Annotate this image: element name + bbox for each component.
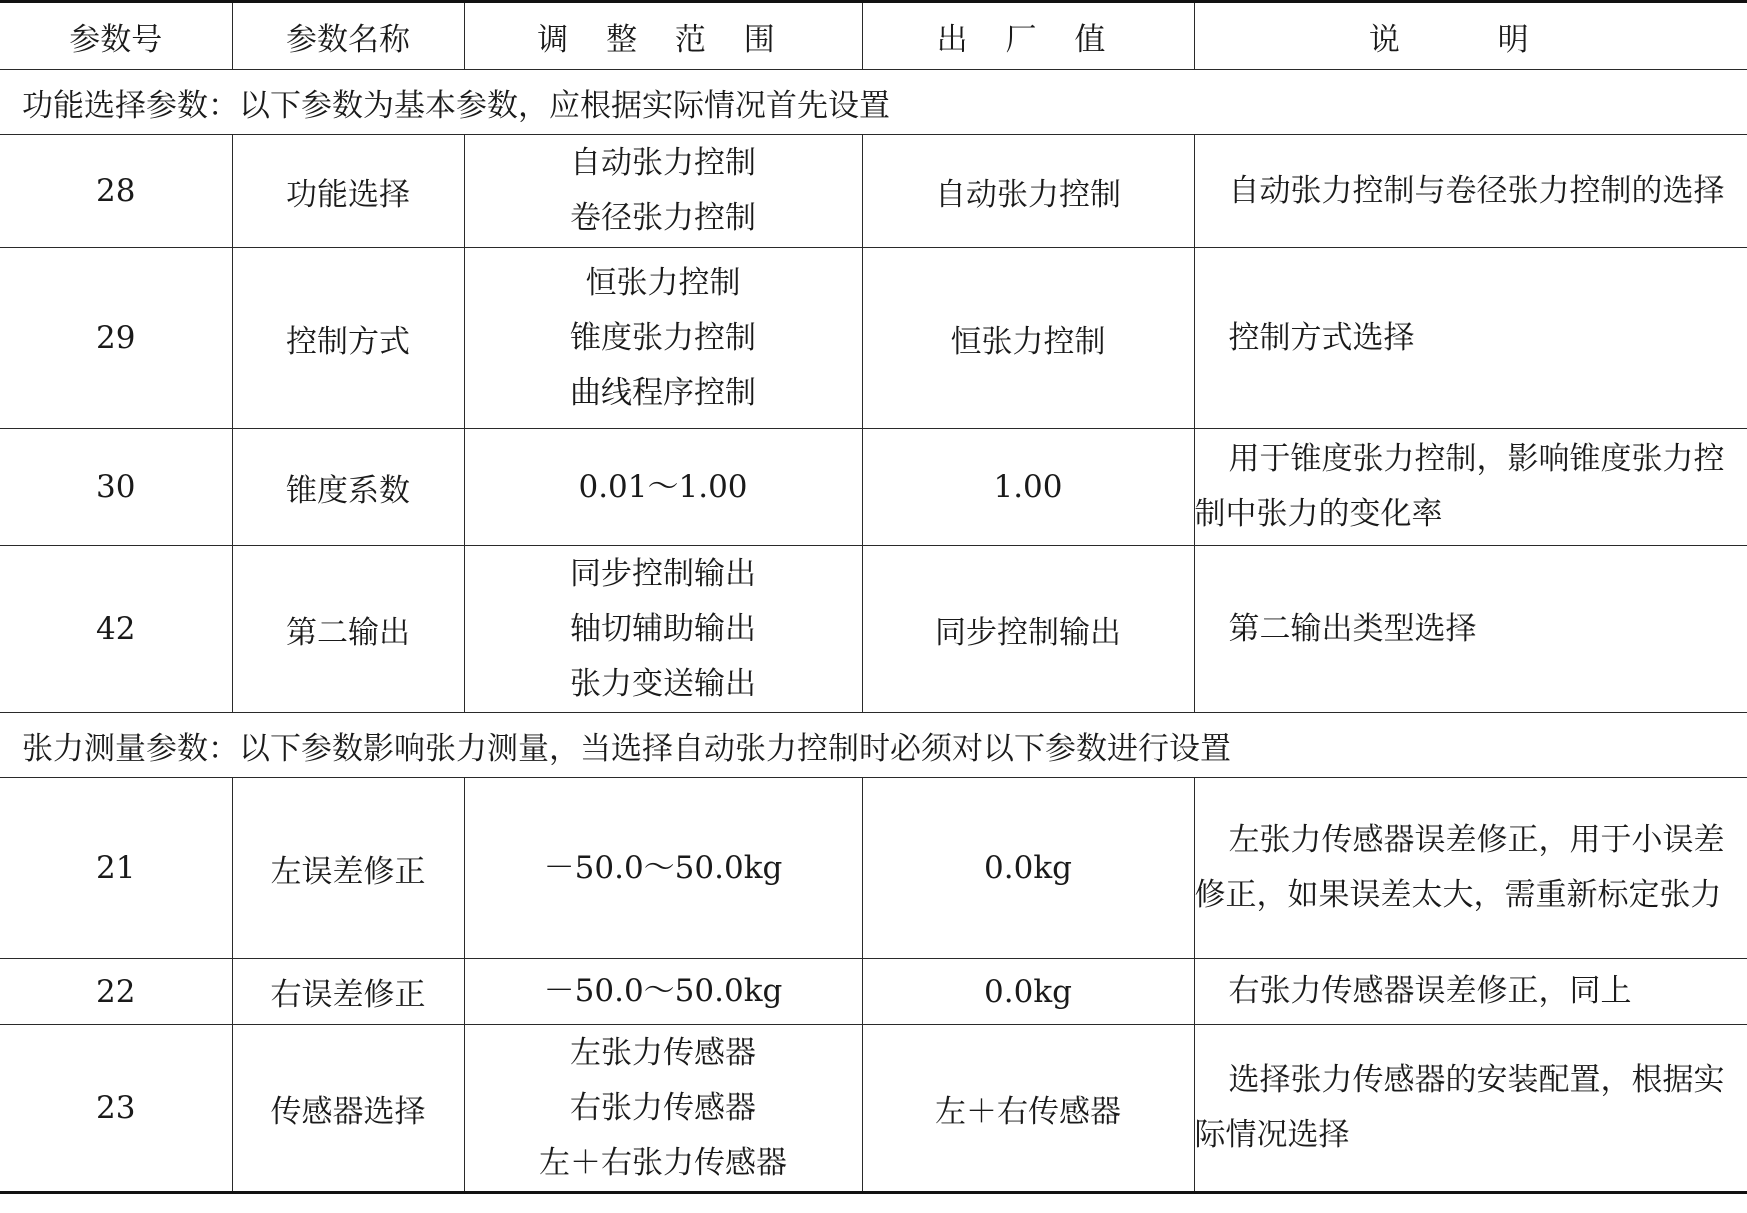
range-line: 自动张力控制 xyxy=(570,145,756,181)
table-row xyxy=(0,429,1747,546)
note-cell: 用于锥度张力控制，影响锥度张力控制中张力的变化率 xyxy=(1194,429,1747,546)
param-name-cell: 控制方式 xyxy=(232,248,464,429)
range-cell xyxy=(464,546,862,713)
param-no-cell: 21 xyxy=(0,778,232,959)
header-param-no: 参数号 xyxy=(0,2,232,70)
param-no-cell: 23 xyxy=(0,1025,232,1193)
note-cell: 左张力传感器误差修正，用于小误差修正，如果误差太大，需重新标定张力 xyxy=(1194,778,1747,959)
default-cell: 恒张力控制 xyxy=(862,248,1194,429)
range-line: 左＋右张力传感器 xyxy=(539,1144,787,1181)
default-cell: 左＋右传感器 xyxy=(862,1025,1194,1193)
range-cell xyxy=(464,959,862,1025)
table-header-row xyxy=(0,2,1747,70)
range-line: 卷径张力控制 xyxy=(570,200,756,236)
range-line: －50.0～50.0kg xyxy=(543,849,783,886)
range-line: 左张力传感器 xyxy=(570,1034,756,1071)
table-row xyxy=(0,778,1747,959)
range-line: 恒张力控制 xyxy=(585,264,741,301)
default-cell: 同步控制输出 xyxy=(862,546,1194,713)
section-title: 张力测量参数：以下参数影响张力测量，当选择自动张力控制时必须对以下参数进行设置 xyxy=(0,713,1747,778)
param-name-cell: 右误差修正 xyxy=(232,959,464,1025)
range-line: 0.01～1.00 xyxy=(578,468,748,505)
range-cell xyxy=(464,248,862,429)
note-cell: 控制方式选择 xyxy=(1194,248,1747,429)
note-cell: 第二输出类型选择 xyxy=(1194,546,1747,713)
section-row xyxy=(0,713,1747,778)
range-line: 轴切辅助输出 xyxy=(570,610,756,647)
table-row xyxy=(0,135,1747,248)
header-note: 说 明 xyxy=(1194,2,1747,70)
section-row xyxy=(0,70,1747,135)
param-no-cell: 42 xyxy=(0,546,232,713)
range-line: 曲线程序控制 xyxy=(570,374,756,411)
param-name-cell: 传感器选择 xyxy=(232,1025,464,1193)
table-row xyxy=(0,248,1747,429)
range-cell xyxy=(464,1025,862,1193)
range-line: －50.0～50.0kg xyxy=(543,973,783,1009)
header-param-name: 参数名称 xyxy=(232,2,464,70)
range-line: 张力变送输出 xyxy=(570,665,756,702)
note-cell: 选择张力传感器的安装配置，根据实际情况选择 xyxy=(1194,1025,1747,1193)
range-line: 同步控制输出 xyxy=(570,555,756,592)
param-name-cell: 功能选择 xyxy=(232,135,464,248)
range-cell xyxy=(464,135,862,248)
header-default: 出 厂 值 xyxy=(862,2,1194,70)
note-cell: 自动张力控制与卷径张力控制的选择 xyxy=(1194,135,1747,248)
header-range: 调 整 范 围 xyxy=(464,2,862,70)
default-cell: 1.00 xyxy=(862,429,1194,546)
table-row xyxy=(0,959,1747,1025)
range-line: 锥度张力控制 xyxy=(570,319,756,356)
default-cell: 0.0kg xyxy=(862,959,1194,1025)
param-no-cell: 28 xyxy=(0,135,232,248)
default-cell: 0.0kg xyxy=(862,778,1194,959)
range-cell xyxy=(464,429,862,546)
param-name-cell: 第二输出 xyxy=(232,546,464,713)
range-line: 右张力传感器 xyxy=(570,1089,756,1126)
param-name-cell: 锥度系数 xyxy=(232,429,464,546)
section-title: 功能选择参数：以下参数为基本参数，应根据实际情况首先设置 xyxy=(0,70,1747,135)
param-name-cell: 左误差修正 xyxy=(232,778,464,959)
default-cell: 自动张力控制 xyxy=(862,135,1194,248)
range-cell xyxy=(464,778,862,959)
param-no-cell: 29 xyxy=(0,248,232,429)
param-no-cell: 22 xyxy=(0,959,232,1025)
note-cell: 右张力传感器误差修正，同上 xyxy=(1194,959,1747,1025)
table-row xyxy=(0,546,1747,713)
table-row xyxy=(0,1025,1747,1193)
param-no-cell: 30 xyxy=(0,429,232,546)
